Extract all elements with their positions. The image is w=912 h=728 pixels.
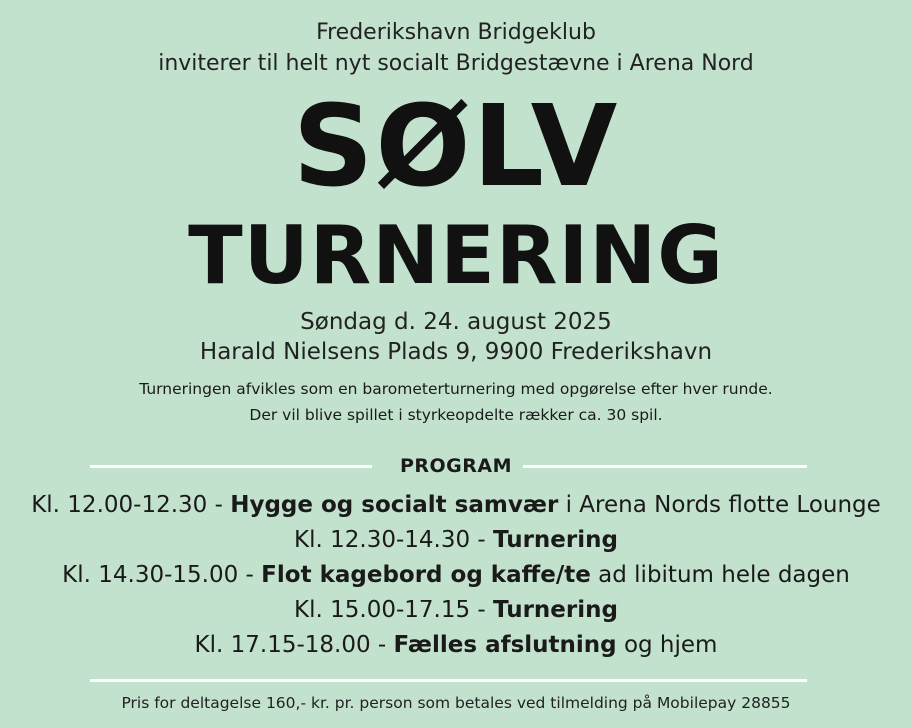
program-item bbox=[0, 597, 912, 623]
program-item bbox=[0, 562, 912, 588]
description-line-1: Turneringen afvikles som en barometerturnering med opgørelse efter hver runde. bbox=[139, 380, 773, 398]
program-item bbox=[0, 527, 912, 553]
program-detail: i Arena Nords flotte Lounge bbox=[558, 492, 881, 518]
program-time: Kl. 12.30-14.30 - bbox=[294, 527, 494, 553]
program-time: Kl. 12.00-12.30 - bbox=[31, 492, 231, 518]
program-rule-right bbox=[523, 465, 807, 468]
invite-text: inviterer til helt nyt socialt Bridgestævne i Arena Nord bbox=[158, 51, 754, 76]
program-activity: Turnering bbox=[493, 527, 618, 553]
program-activity: Turnering bbox=[493, 597, 618, 623]
program-activity: Flot kagebord og kaffe/te bbox=[261, 562, 591, 588]
program-time: Kl. 14.30-15.00 - bbox=[62, 562, 262, 588]
program-detail: og hjem bbox=[616, 632, 718, 658]
program-time: Kl. 15.00-17.15 - bbox=[294, 597, 494, 623]
title-line-1: SØLV bbox=[292, 82, 620, 212]
program-heading: PROGRAM bbox=[399, 455, 513, 477]
program-item bbox=[0, 632, 912, 658]
program-detail: ad libitum hele dagen bbox=[590, 562, 850, 588]
event-address: Harald Nielsens Plads 9, 9900 Frederikshavn bbox=[199, 339, 713, 365]
program-item bbox=[0, 492, 912, 518]
title-line-2: TURNERING bbox=[188, 209, 724, 302]
event-date: Søndag d. 24. august 2025 bbox=[300, 309, 612, 335]
price-note: Pris for deltagelse 160,- kr. pr. person som betales ved tilmelding på Mobilepay 28855 bbox=[121, 694, 791, 712]
program-time: Kl. 17.15-18.00 - bbox=[194, 632, 394, 658]
description-line-2: Der vil blive spillet i styrkeopdelte rækker ca. 30 spil. bbox=[249, 406, 663, 424]
program-activity: Hygge og socialt samvær bbox=[230, 492, 559, 518]
club-name: Frederikshavn Bridgeklub bbox=[316, 20, 596, 45]
footer-rule bbox=[90, 679, 807, 682]
program-activity: Fælles afslutning bbox=[393, 632, 617, 658]
